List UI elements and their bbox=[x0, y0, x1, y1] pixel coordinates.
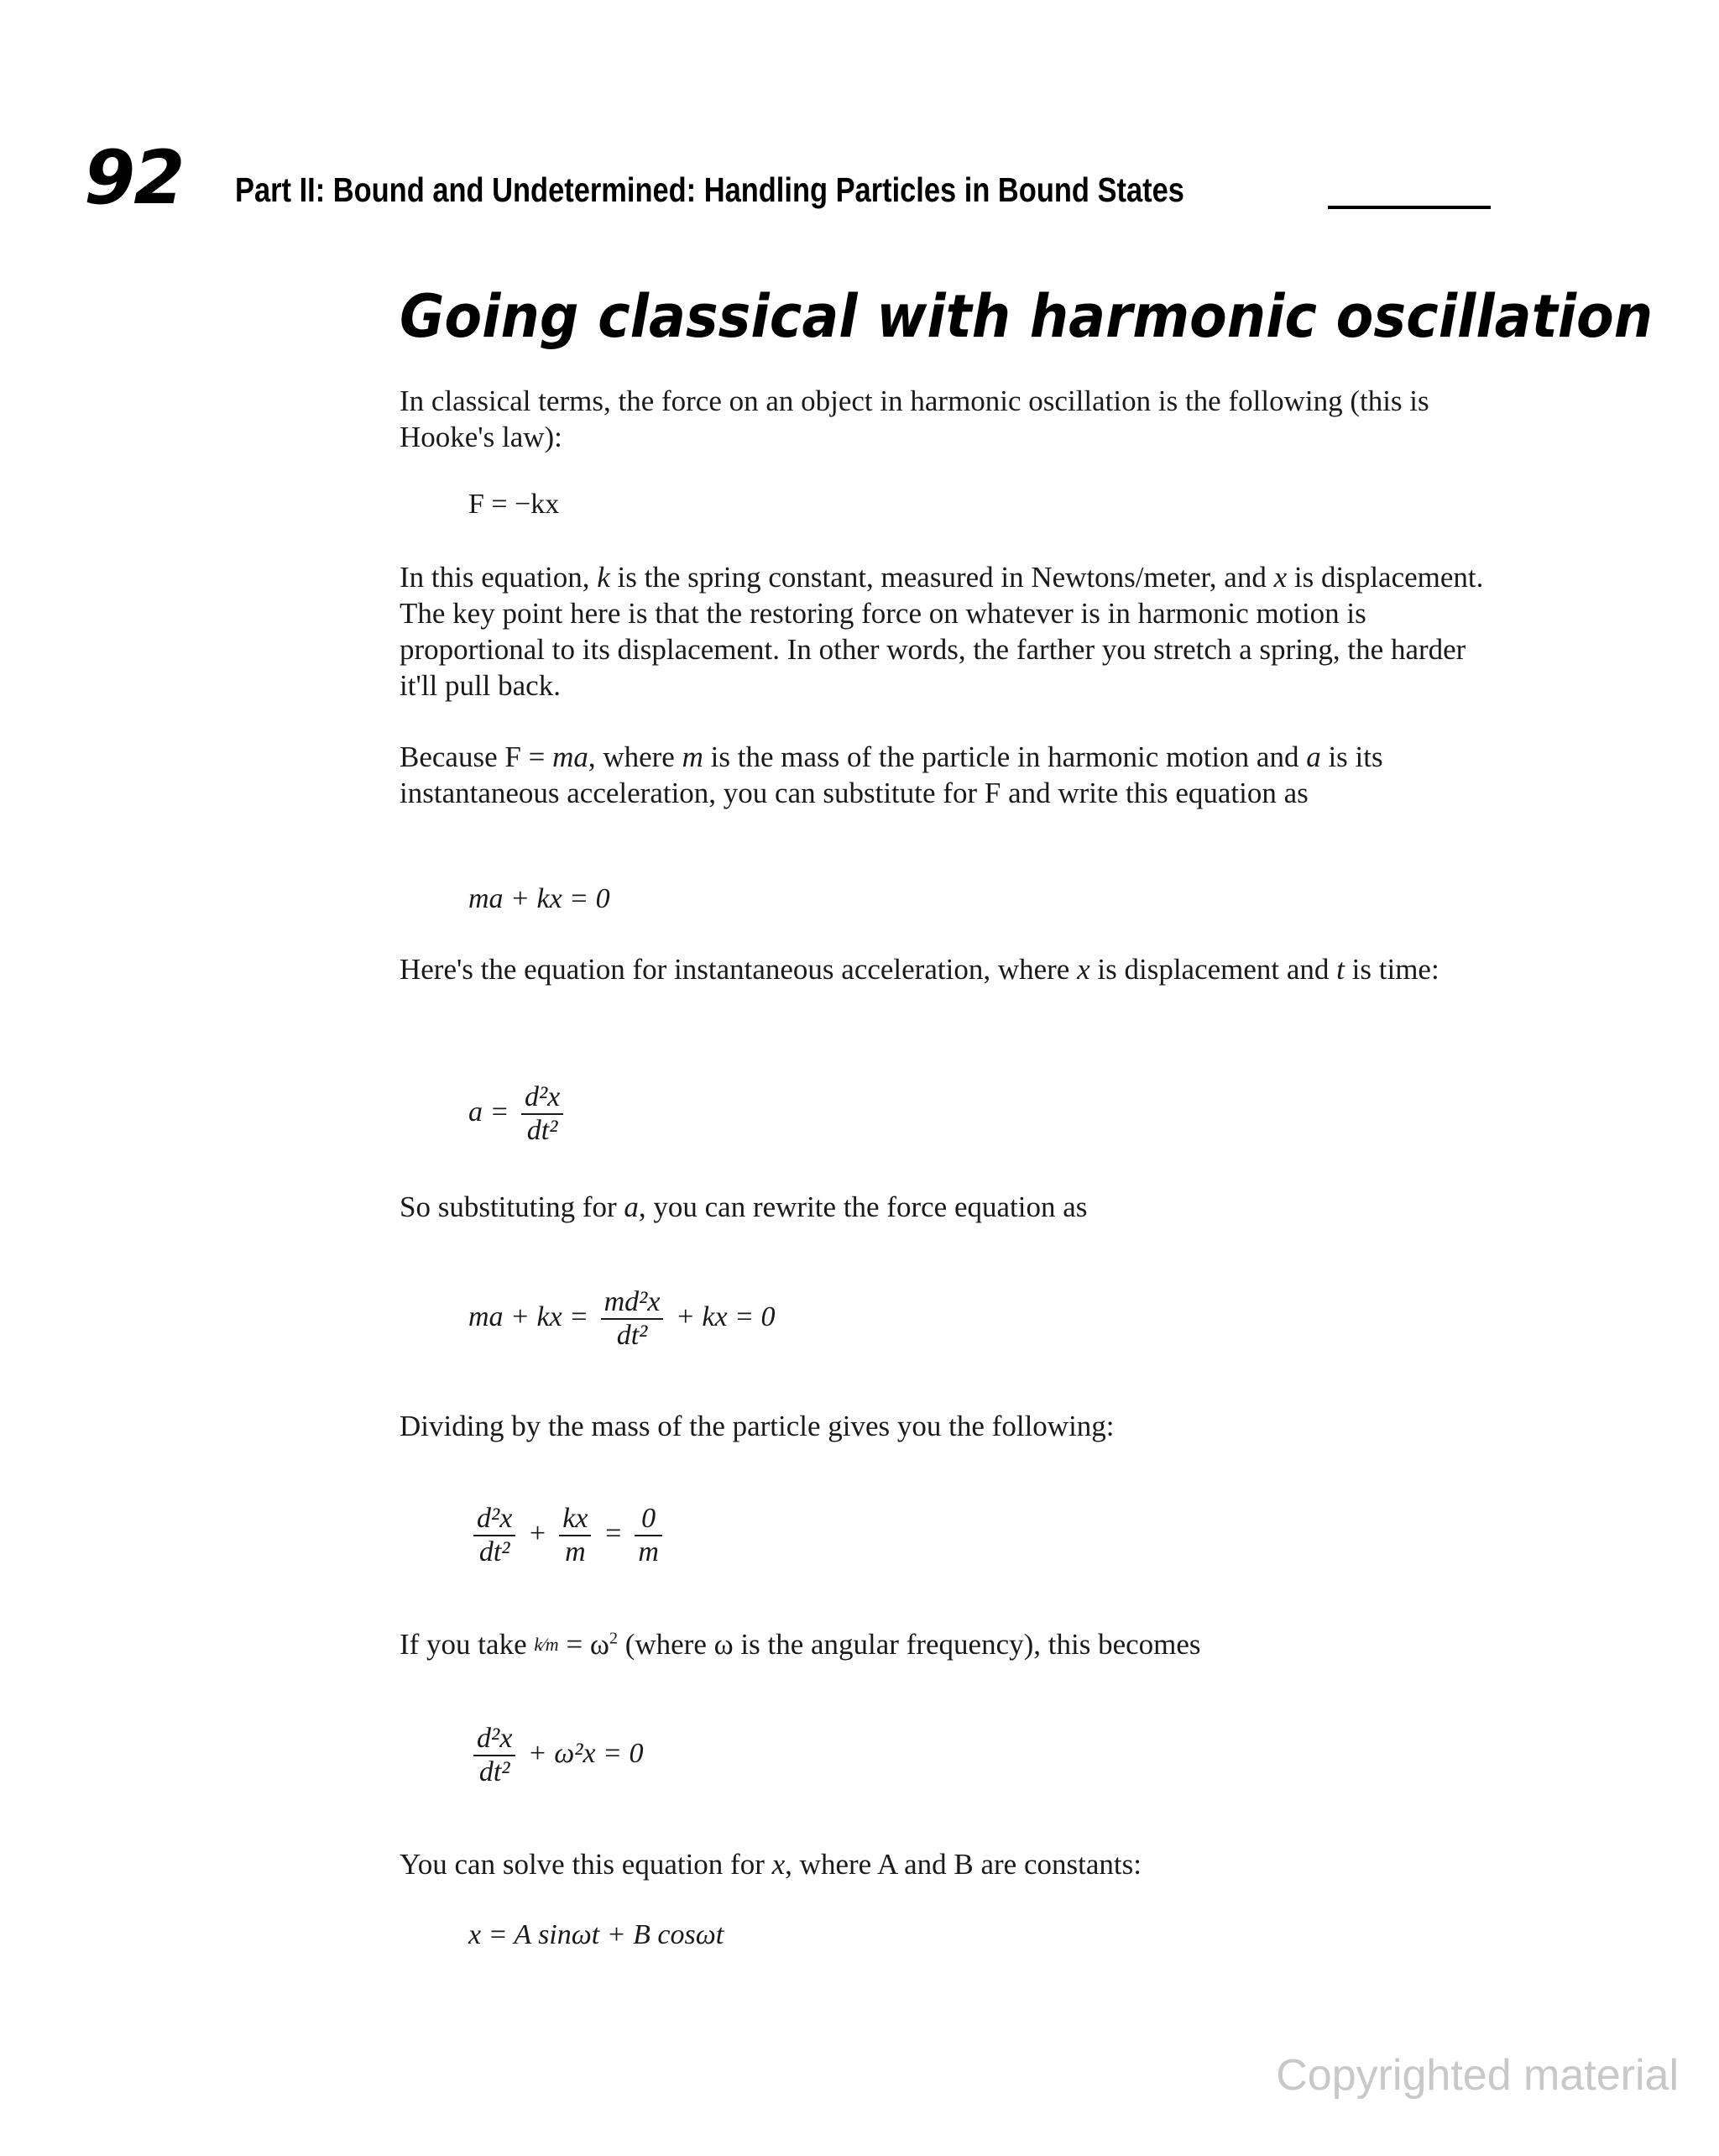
equation-force-rewritten: ma + kx = $\frac{\text{md²x}}{\text{dt²}}$ + kx = 0 bbox=[468, 1286, 776, 1351]
fraction: $\frac{\text{md²x}}{\text{dt²}}$ bbox=[601, 1286, 664, 1352]
fraction: $\frac{kx}{m}$ bbox=[559, 1503, 591, 1568]
paragraph-text: Dividing by the mass of the particle gives you the following: bbox=[400, 1410, 1115, 1442]
equation-hookes-law: F = −kx bbox=[468, 489, 560, 520]
header-rule bbox=[1328, 206, 1491, 209]
paragraph-spring-constant bbox=[400, 559, 1491, 704]
copyright-watermark: Copyrighted material bbox=[1276, 2051, 1679, 2100]
paragraph-divide-mass bbox=[400, 1408, 1491, 1444]
paragraph-text: If you take k⁄m = $\omega^2$ (where ω is the angular frequency), this becomes bbox=[400, 1628, 1201, 1661]
equation-harmonic: $\frac{\text{d²x}}{\text{dt²}}$ + ω²x = 0 bbox=[468, 1723, 643, 1788]
fraction: $\frac{0}{m}$ bbox=[635, 1503, 662, 1568]
fraction: $\frac{\text{d²x}}{\text{dt²}}$ bbox=[473, 1723, 515, 1788]
fraction: $\frac{\text{d²x}}{\text{dt²}}$ bbox=[521, 1081, 563, 1147]
equation-divided: $\frac{\text{d²x}}{\text{dt²}}$ + $\frac{kx}{m}$ = $\frac{0}{m}$ bbox=[468, 1503, 667, 1568]
equation-force-balance: ma + kx = 0 bbox=[468, 883, 610, 914]
page-number: 92 bbox=[84, 134, 184, 221]
paragraph-newton-substitution bbox=[400, 739, 1491, 811]
paragraph-angular-frequency bbox=[400, 1626, 1491, 1662]
paragraph-text: You can solve this equation for x, where A and B are constants: bbox=[400, 1848, 1142, 1881]
paragraph-text: In classical terms, the force on an object in harmonic oscillation is the following (this is Hooke's law): bbox=[400, 385, 1429, 453]
paragraph-text: Because F = ma, where m is the mass of the particle in harmonic motion and a is its instantaneous acceleration, you can substitute for F and write this equation as bbox=[400, 740, 1383, 809]
paragraph-acceleration bbox=[400, 951, 1491, 987]
paragraph-solve-x bbox=[400, 1846, 1491, 1882]
equation-acceleration: a = $\frac{\text{d²x}}{\text{dt²}}$ bbox=[468, 1081, 568, 1147]
paragraph-substitute-a bbox=[400, 1189, 1491, 1225]
section-title: Going classical with harmonic oscillation bbox=[400, 282, 1654, 351]
paragraph-text: In this equation, k is the spring constant, measured in Newtons/meter, and x is displacement. The key point here is that the restoring force on whatever is in harmonic motion is proportional to its displacement. In other words, the farther you stretch a spring, the harder it'll pull back. bbox=[400, 561, 1484, 702]
fraction: $\frac{\text{d²x}}{\text{dt²}}$ bbox=[473, 1503, 515, 1568]
paragraph-text: Here's the equation for instantaneous acceleration, where x is displacement and t is time: bbox=[400, 953, 1439, 986]
equation-solution: x = A sinωt + B cosωt bbox=[468, 1919, 724, 1950]
paragraph-text: So substituting for a, you can rewrite the force equation as bbox=[400, 1191, 1088, 1223]
paragraph-hookes-law bbox=[400, 383, 1491, 455]
running-head: Part II: Bound and Undetermined: Handling Particles in Bound States bbox=[235, 170, 1184, 209]
